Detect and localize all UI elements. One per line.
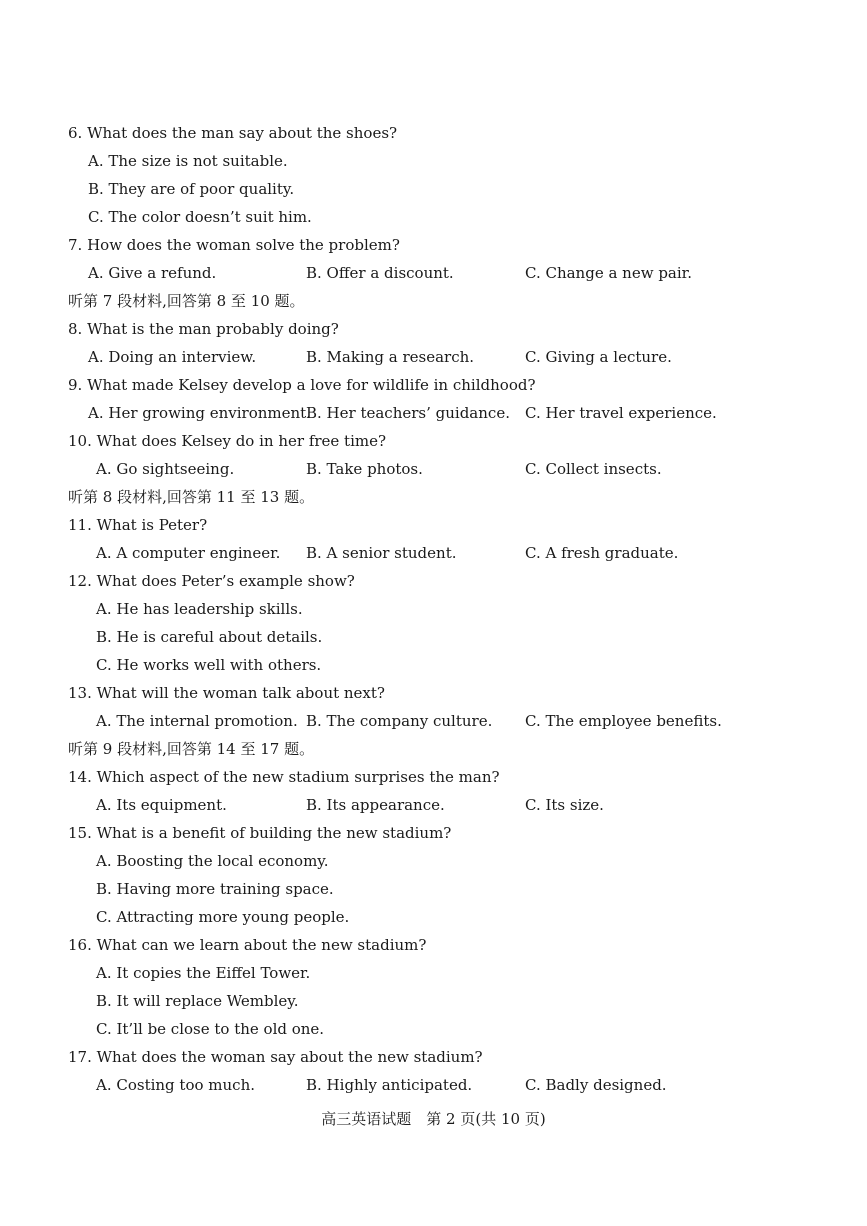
question-15-option-b: B. Having more training space. — [96, 880, 334, 898]
question-8-stem: 8. What is the man probably doing? — [68, 320, 339, 338]
question-6-option-b: B. They are of poor quality. — [88, 180, 295, 198]
question-14-option-b: B. Its appearance. — [306, 796, 445, 814]
question-13-option-c: C. The employee benefits. — [525, 712, 722, 730]
question-8-option-a: A. Doing an interview. — [88, 348, 257, 366]
question-13-options — [96, 712, 867, 730]
question-16-stem: 16. What can we learn about the new stadium? — [68, 936, 427, 954]
question-16-option-c: C. It’ll be close to the old one. — [96, 1020, 325, 1038]
question-9-option-b: B. Her teachers’ guidance. — [306, 404, 510, 422]
question-17-option-a: A. Costing too much. — [96, 1076, 256, 1094]
question-7-option-b: B. Offer a discount. — [306, 264, 454, 282]
question-7-option-c: C. Change a new pair. — [525, 264, 692, 282]
question-10-option-c: C. Collect insects. — [525, 460, 662, 478]
question-9-option-c: C. Her travel experience. — [525, 404, 717, 422]
question-10-stem: 10. What does Kelsey do in her free time? — [68, 432, 387, 450]
question-13-option-b: B. The company culture. — [306, 712, 493, 730]
question-6-option-c: C. The color doesn’t suit him. — [88, 208, 312, 226]
question-12-option-a: A. He has leadership skills. — [96, 600, 303, 618]
question-9-options — [88, 404, 867, 422]
question-15-stem: 15. What is a benefit of building the new stadium? — [68, 824, 452, 842]
question-16-option-a: A. It copies the Eiffel Tower. — [96, 964, 311, 982]
question-8-options — [88, 348, 867, 366]
question-14-options — [96, 796, 867, 814]
question-6-option-a: A. The size is not suitable. — [88, 152, 288, 170]
question-10-option-a: A. Go sightseeing. — [96, 460, 235, 478]
section-9-instruction: 听第 9 段材料,回答第 14 至 17 题。 — [68, 740, 315, 758]
question-13-stem: 13. What will the woman talk about next? — [68, 684, 385, 702]
question-12-option-c: C. He works well with others. — [96, 656, 322, 674]
question-17-options — [96, 1076, 867, 1094]
question-12-option-b: B. He is careful about details. — [96, 628, 323, 646]
question-14-stem: 14. Which aspect of the new stadium surprises the man? — [68, 768, 500, 786]
question-9-option-a: A. Her growing environment. — [88, 404, 311, 422]
question-7-option-a: A. Give a refund. — [88, 264, 217, 282]
section-8-instruction: 听第 8 段材料,回答第 11 至 13 题。 — [68, 488, 315, 506]
question-14-option-c: C. Its size. — [525, 796, 604, 814]
question-11-stem: 11. What is Peter? — [68, 516, 208, 534]
question-7-options — [88, 264, 867, 282]
question-16-option-b: B. It will replace Wembley. — [96, 992, 299, 1010]
question-13-option-a: A. The internal promotion. — [96, 712, 298, 730]
question-17-option-c: C. Badly designed. — [525, 1076, 667, 1094]
section-7-instruction: 听第 7 段材料,回答第 8 至 10 题。 — [68, 292, 305, 310]
question-6-stem: 6. What does the man say about the shoes? — [68, 124, 398, 142]
question-12-stem: 12. What does Peter’s example show? — [68, 572, 355, 590]
question-7-stem: 7. How does the woman solve the problem? — [68, 236, 400, 254]
question-9-stem: 9. What made Kelsey develop a love for wildlife in childhood? — [68, 376, 536, 394]
question-11-option-a: A. A computer engineer. — [96, 544, 281, 562]
question-10-options — [96, 460, 867, 478]
question-17-option-b: B. Highly anticipated. — [306, 1076, 473, 1094]
question-11-option-b: B. A senior student. — [306, 544, 457, 562]
question-8-option-b: B. Making a research. — [306, 348, 475, 366]
question-15-option-a: A. Boosting the local economy. — [96, 852, 329, 870]
question-11-option-c: C. A fresh graduate. — [525, 544, 679, 562]
question-17-stem: 17. What does the woman say about the new stadium? — [68, 1048, 483, 1066]
question-11-options — [96, 544, 867, 562]
question-15-option-c: C. Attracting more young people. — [96, 908, 350, 926]
question-14-option-a: A. Its equipment. — [96, 796, 227, 814]
page-footer: 高三英语试题 第 2 页(共 10 页) — [321, 1110, 546, 1128]
question-10-option-b: B. Take photos. — [306, 460, 423, 478]
question-8-option-c: C. Giving a lecture. — [525, 348, 672, 366]
